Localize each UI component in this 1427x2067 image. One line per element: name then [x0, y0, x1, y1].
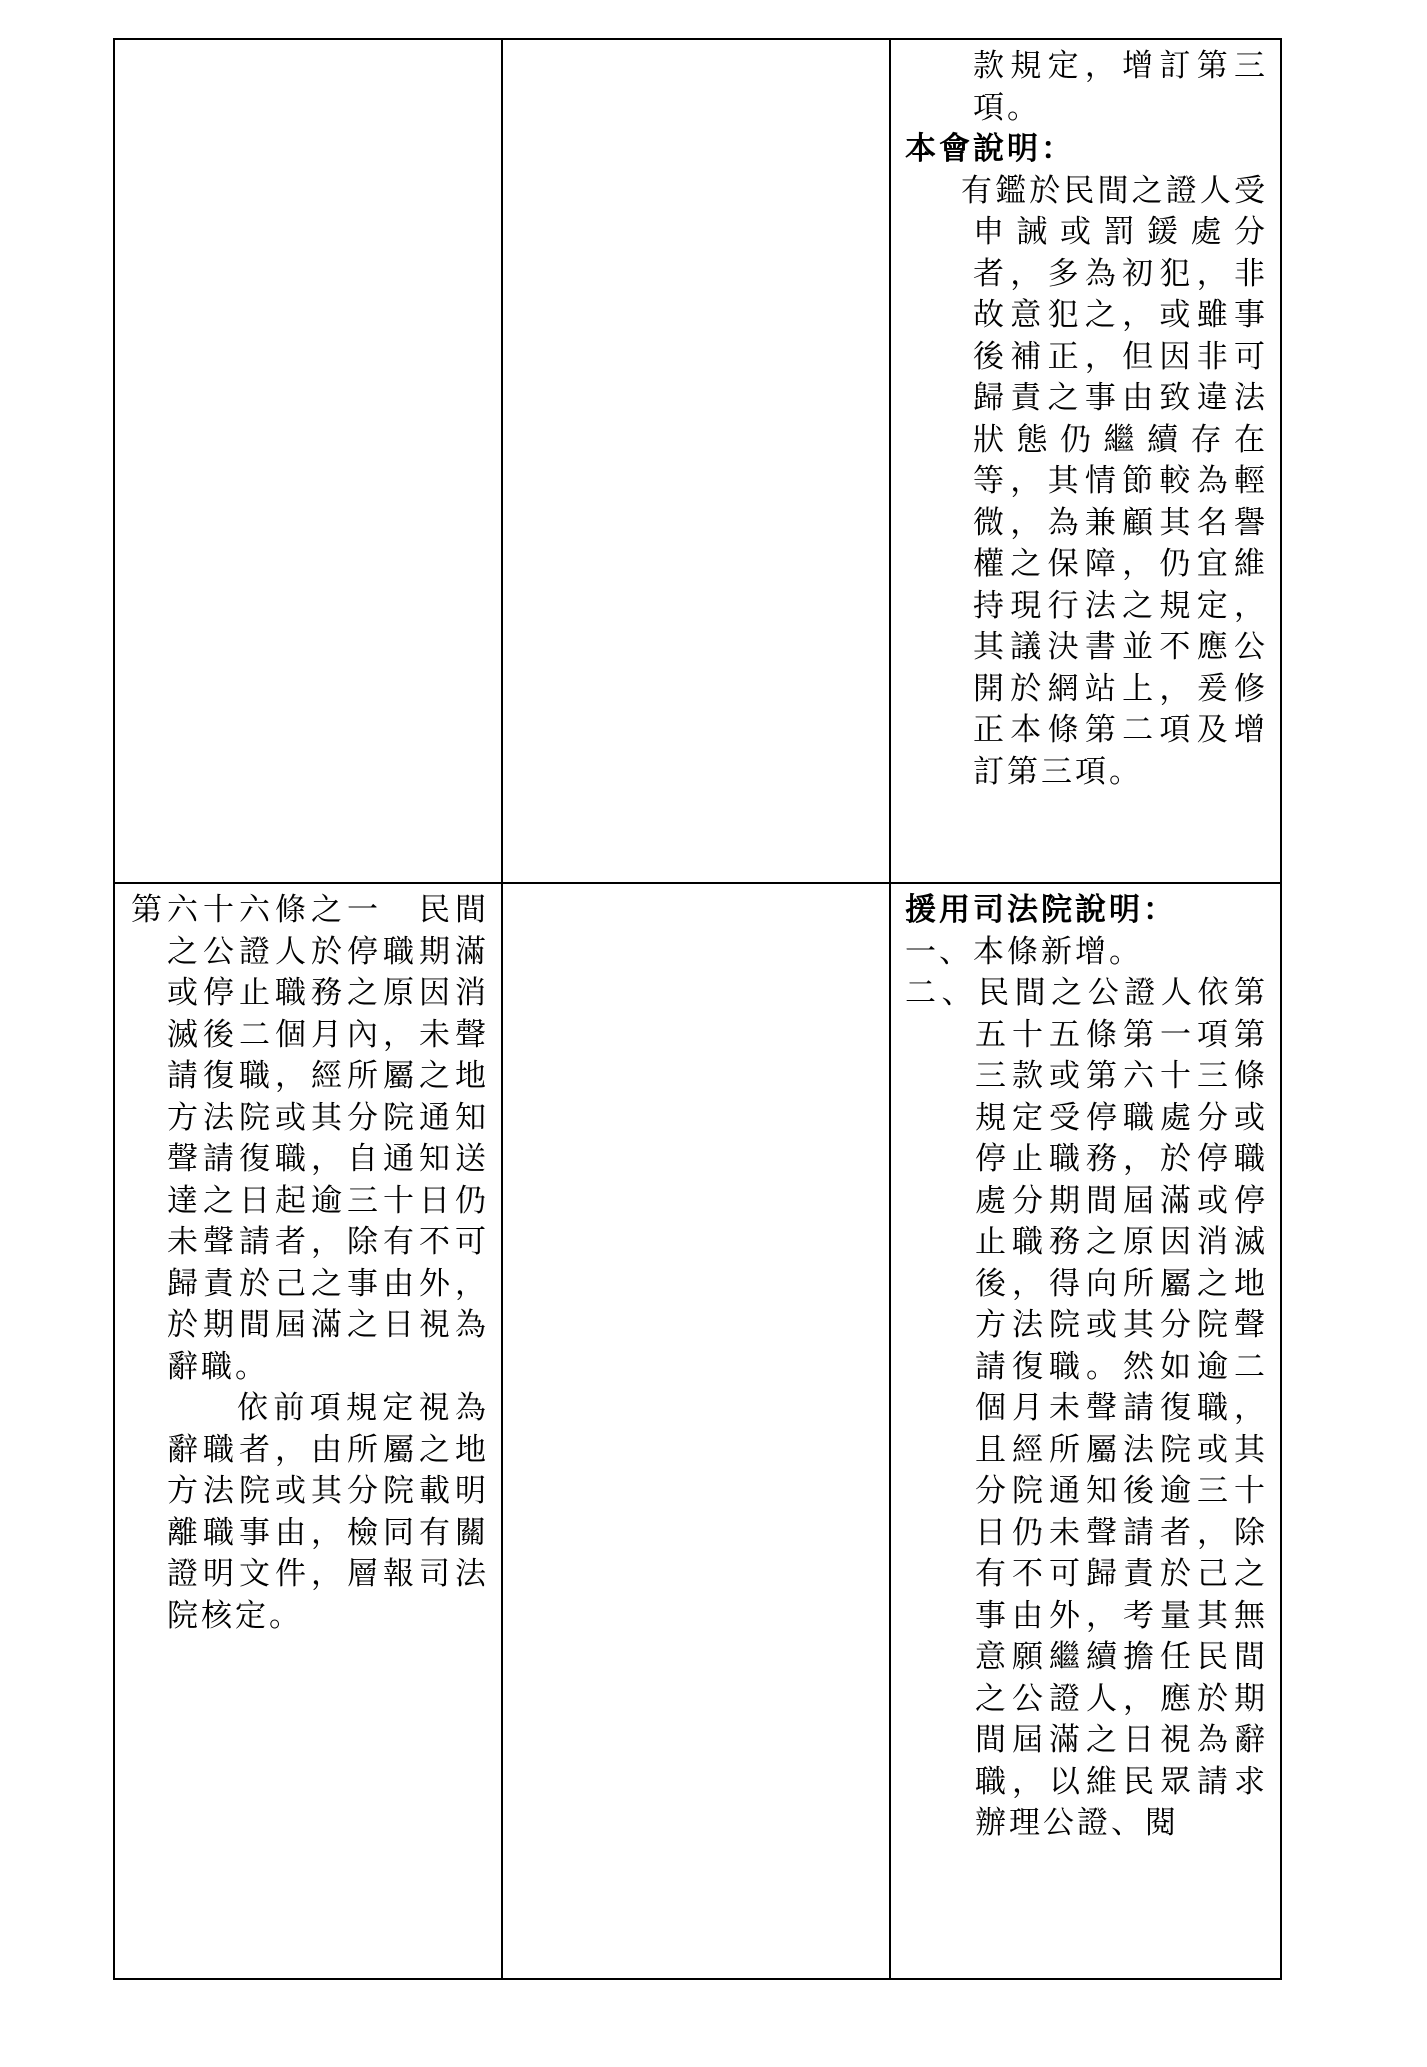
committee-explanation-heading: 本會說明： — [905, 131, 1075, 167]
comparison-table — [113, 38, 1282, 1980]
explanation-cell — [890, 883, 1281, 1979]
table-row — [114, 39, 1281, 883]
explanation-item-1: 一、本條新增。 — [905, 933, 1143, 970]
explanation-item-2: 二、民間之公證人依第五十五條第一項第三款或第六十三條規定受停職處分或停止職務，於停職處分期間屆滿或停止職務之原因消滅後，得向所屬之地方法院或其分院聲請復職。然如逾二個月未聲請復職，且經所屬法院或其分院通知後逾三十日仍未聲請者，除有不可歸責於己之事由外，考量其無意願繼續擔任民間之公證人，應於期間屆滿之日視為辭職，以維民眾請求辦理公證、閱 — [905, 975, 1268, 1841]
explanation-content — [891, 884, 1280, 1845]
proposed-text-cell — [114, 883, 502, 1979]
article-66-1-paragraph-2: 依前項規定視為辭職者，由所屬之地方法院或其分院載明離職事由，檢同有關證明文件，層報司法院核定。 — [167, 1390, 489, 1634]
committee-explanation-body: 有鑑於民間之證人受申誡或罰鍰處分者，多為初犯，非故意犯之，或雖事後補正，但因非可歸責之事由致違法狀態仍繼續存在等，其情節較為輕微，為兼顧其名譽權之保障，仍宜維持現行法之規定，其議決書並不應公開於網站上，爰修正本條第二項及增訂第三項。 — [961, 172, 1268, 790]
proposed-text-cell — [114, 39, 502, 883]
current-text-cell — [502, 883, 890, 1979]
judicial-yuan-explanation-heading: 援用司法院說明： — [905, 892, 1177, 928]
table-row — [114, 883, 1281, 1979]
explanation-cell — [890, 39, 1281, 883]
explanation-continuation: 款規定，增訂第三項。 — [973, 48, 1268, 126]
article-content — [115, 884, 501, 1637]
current-text-cell — [502, 39, 890, 883]
article-66-1-paragraph-1: 第六十六條之一 民間之公證人於停職期滿或停止職務之原因消滅後二個月內，未聲請復職，經所屬之地方法院或其分院通知聲請復職，自通知送達之日起逾三十日仍未聲請者，除有不可歸責於己之事由外，於期間屆滿之日視為辭職。 — [131, 892, 489, 1385]
explanation-content — [891, 40, 1280, 793]
